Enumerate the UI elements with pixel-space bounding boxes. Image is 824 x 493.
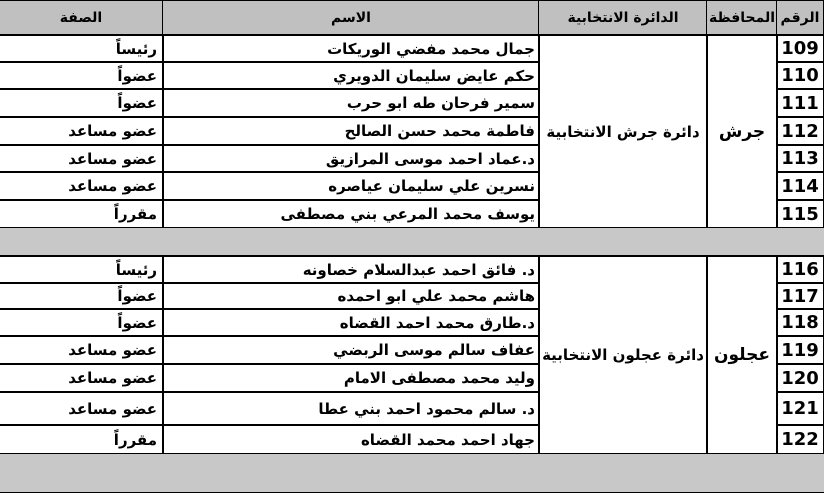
role-cell: مقرراً <box>0 199 164 229</box>
name-cell: عفاف سالم موسى الربضي <box>162 335 540 365</box>
role-cell: عضو مساعد <box>0 391 164 426</box>
name-cell: جمال محمد مفضي الوريكات <box>162 34 540 63</box>
number-cell: 111 <box>776 88 824 118</box>
number-cell: 115 <box>776 199 824 229</box>
name-cell: حكم عايض سليمان الدويري <box>162 61 540 90</box>
header-number: الرقم <box>776 0 824 36</box>
group-separator <box>0 227 824 257</box>
name-cell: د.عماد احمد موسى المرازيق <box>162 144 540 173</box>
role-cell: عضو مساعد <box>0 116 164 146</box>
governorate-cell: جرش <box>706 34 778 229</box>
name-cell: د. سالم محمود احمد بني عطا <box>162 391 540 426</box>
role-cell: عضواً <box>0 88 164 118</box>
role-cell: عضواً <box>0 308 164 337</box>
number-cell: 113 <box>776 144 824 173</box>
header-role: الصفة <box>0 0 164 36</box>
number-cell: 121 <box>776 391 824 426</box>
district-cell: دائرة جرش الانتخابية <box>538 34 708 229</box>
name-cell: د.طارق محمد احمد القضاه <box>162 308 540 337</box>
number-cell: 110 <box>776 61 824 90</box>
role-cell: رئيساً <box>0 34 164 63</box>
number-cell: 114 <box>776 171 824 201</box>
district-cell: دائرة عجلون الانتخابية <box>538 255 708 455</box>
name-cell: نسرين علي سليمان عياصره <box>162 171 540 201</box>
name-cell: فاطمة محمد حسن الصالح <box>162 116 540 146</box>
role-cell: رئيساً <box>0 255 164 284</box>
number-cell: 122 <box>776 424 824 455</box>
role-cell: مقرراً <box>0 424 164 455</box>
number-cell: 116 <box>776 255 824 284</box>
header-name: الاسم <box>162 0 540 36</box>
role-cell: عضواً <box>0 282 164 310</box>
number-cell: 117 <box>776 282 824 310</box>
name-cell: سمير فرحان طه ابو حرب <box>162 88 540 118</box>
role-cell: عضو مساعد <box>0 171 164 201</box>
group-separator <box>0 453 824 493</box>
number-cell: 109 <box>776 34 824 63</box>
number-cell: 118 <box>776 308 824 337</box>
name-cell: يوسف محمد المرعي بني مصطفى <box>162 199 540 229</box>
role-cell: عضو مساعد <box>0 363 164 393</box>
number-cell: 120 <box>776 363 824 393</box>
role-cell: عضو مساعد <box>0 144 164 173</box>
name-cell: د. فائق احمد عبدالسلام خصاونه <box>162 255 540 284</box>
name-cell: جهاد احمد محمد القضاه <box>162 424 540 455</box>
governorate-cell: عجلون <box>706 255 778 455</box>
header-governorate: المحافظة <box>706 0 778 36</box>
number-cell: 112 <box>776 116 824 146</box>
header-district: الدائرة الانتخابية <box>538 0 708 36</box>
name-cell: وليد محمد مصطفى الامام <box>162 363 540 393</box>
name-cell: هاشم محمد علي ابو احمده <box>162 282 540 310</box>
role-cell: عضواً <box>0 61 164 90</box>
role-cell: عضو مساعد <box>0 335 164 365</box>
number-cell: 119 <box>776 335 824 365</box>
